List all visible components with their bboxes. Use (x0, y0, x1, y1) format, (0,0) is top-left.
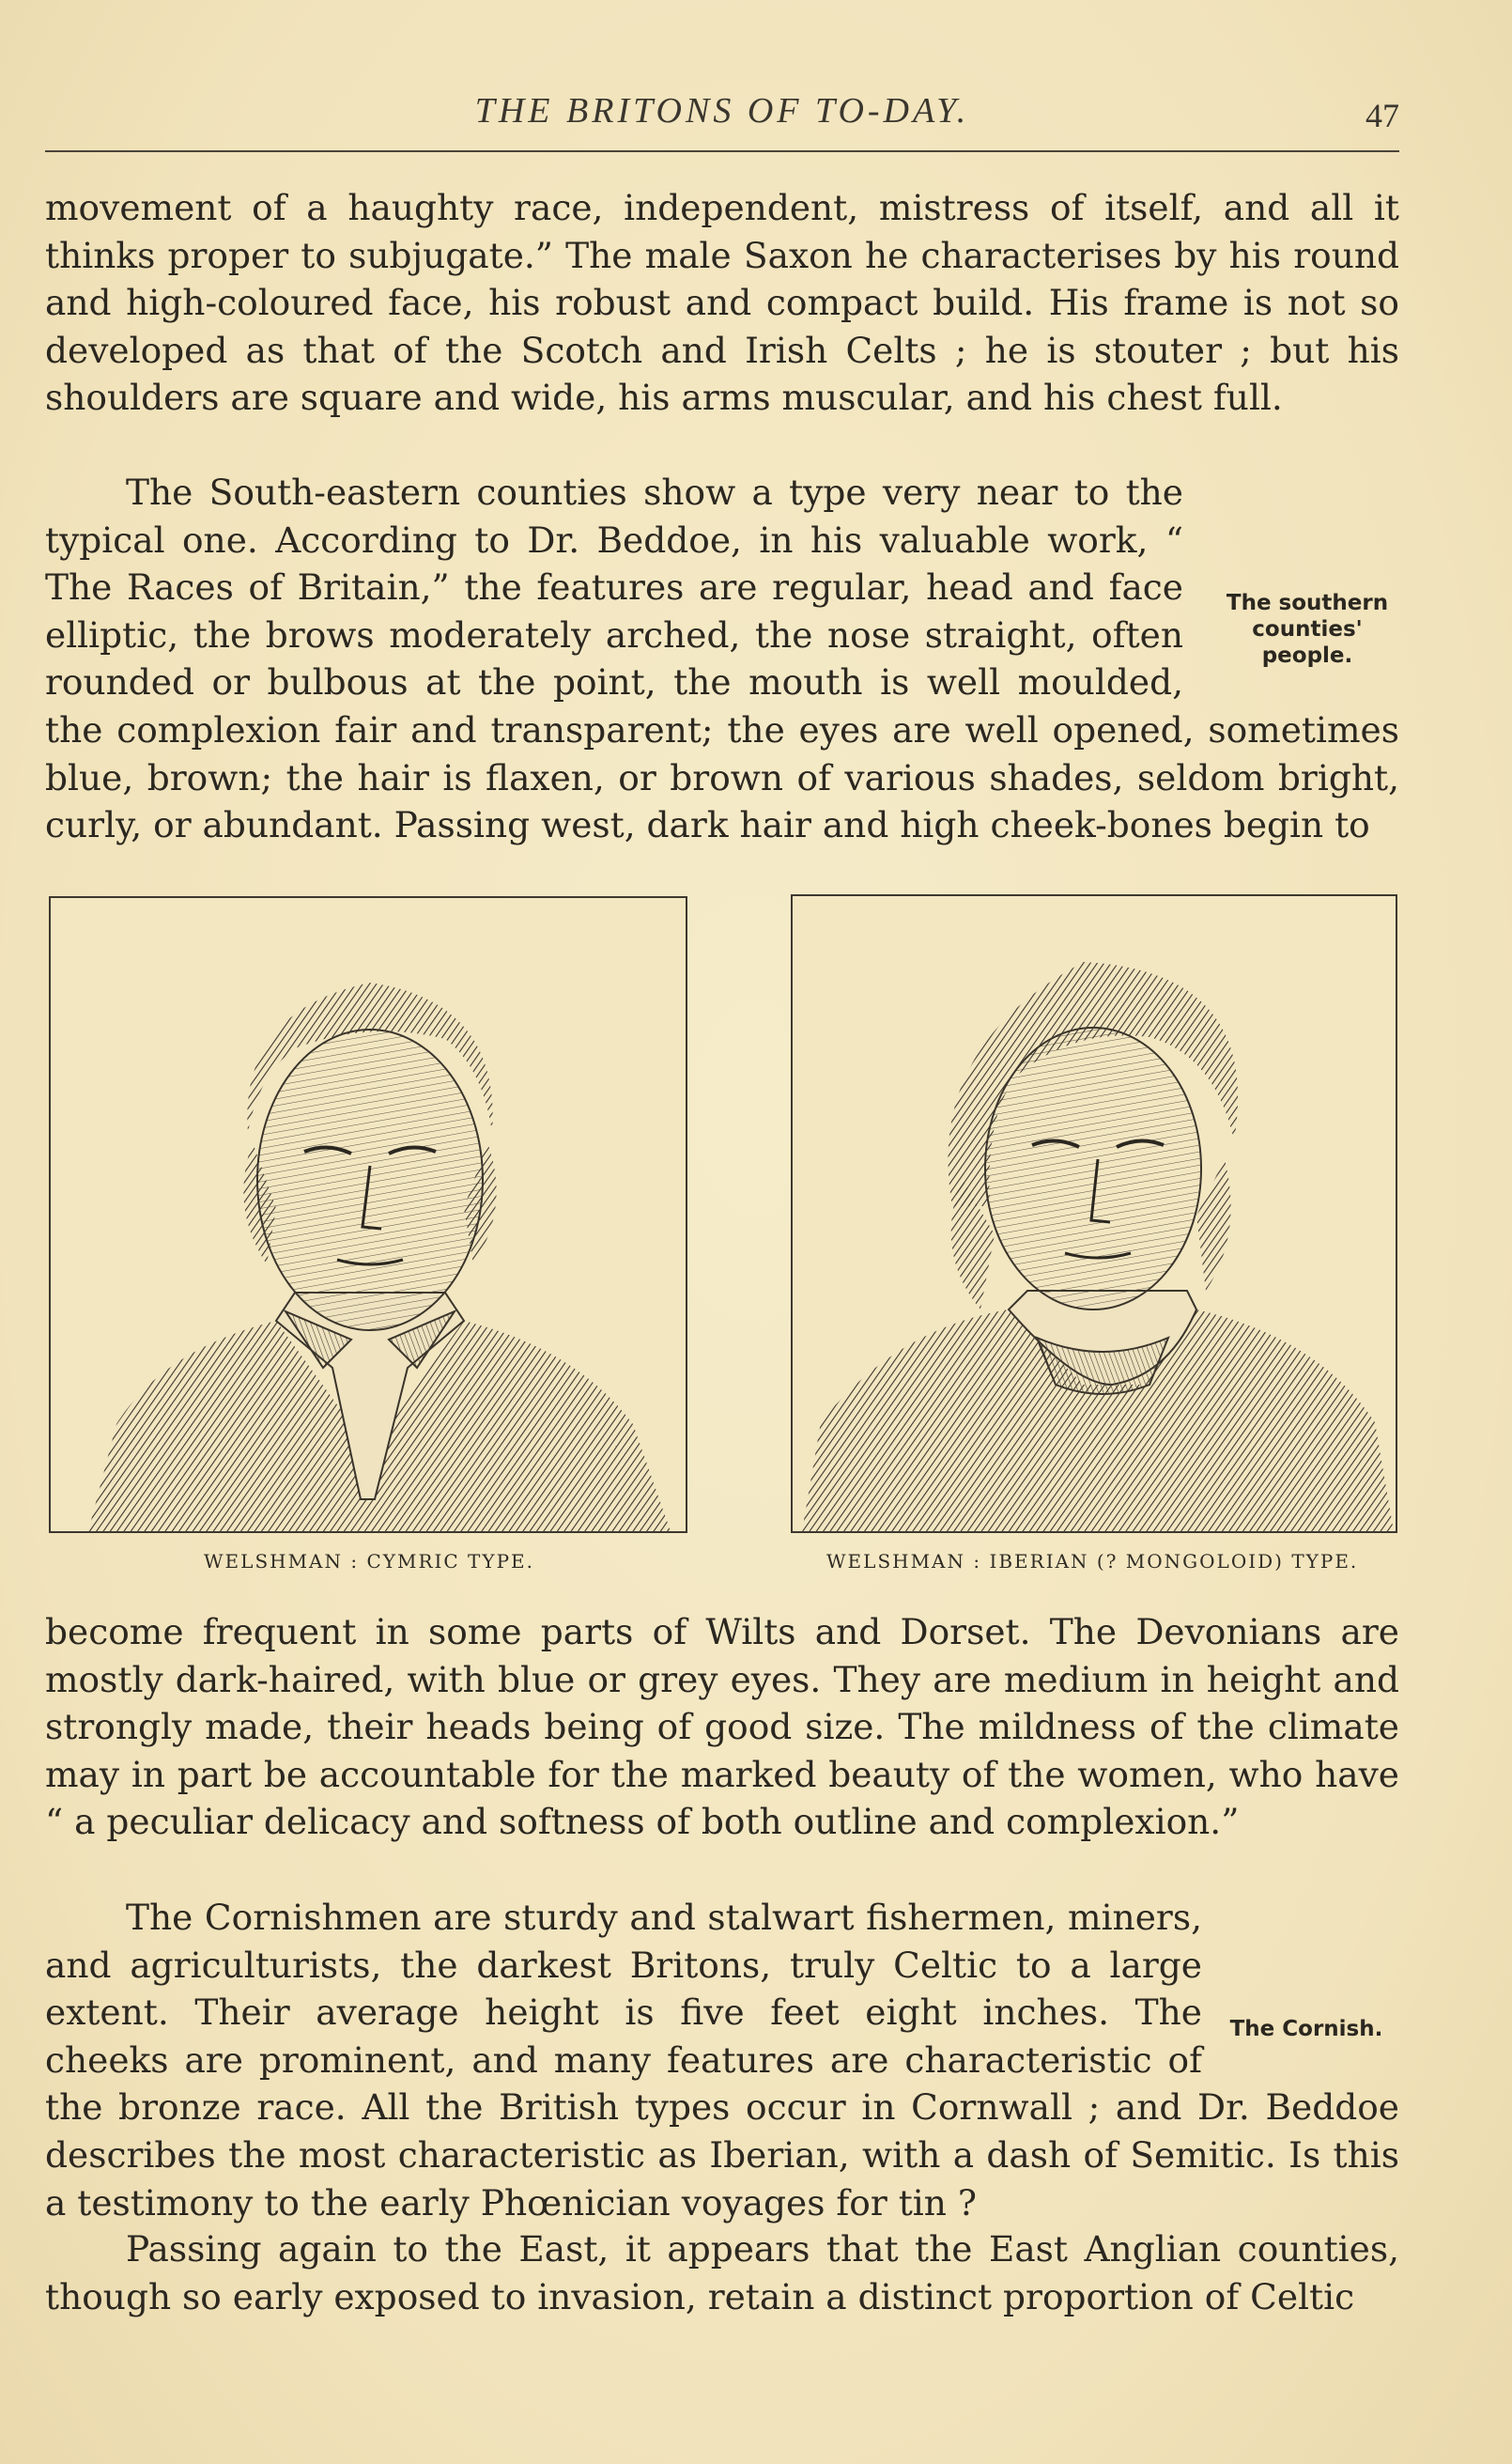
figure-frame (791, 894, 1397, 1533)
paragraph: Passing again to the East, it appears that the East Anglian counties, though so early exposed to invasion, retain a distinct proportion of Celtic (45, 2228, 1399, 2317)
paragraph: become frequent in some parts of Wilts and Dorset. The Devonians are mostly dark-haired, with blue or grey eyes. They are medium in height and strongly made, their heads being of good size. The mildness of the climate may in part be accountable for the marked beauty of the women, who have “ a peculiar delicacy and softness of both outline and complexion.” (45, 1611, 1399, 1843)
paragraph: movement of a haughty race, independent, mistress of itself, and all it thinks proper to subjugate.” The male Saxon he characterises by his round and high-coloured face, his robust and compact build. His frame is not so developed as that of the Scotch and Irish Celts ; he is stouter ; but his shoulders are square and wide, his arms muscular, and his chest full. (45, 187, 1399, 419)
margin-note-cornish: The Cornish. (1229, 2017, 1383, 2041)
figure-iberian (791, 894, 1512, 1571)
upper-text (45, 184, 1399, 422)
figure-caption: WELSHMAN : CYMRIC TYPE. (204, 1550, 535, 1573)
upper-text-2 (45, 469, 1399, 849)
paragraph (45, 469, 1399, 849)
lower-text-3 (45, 2225, 1399, 2320)
portrait-engraving-icon (793, 896, 1396, 1531)
figure-cymric (49, 896, 687, 1573)
paragraph-text: The South-eastern counties show a type very near to the typical one. According to Dr. Beddoe, in his valuable work, “ The Races of Britain,” the features are regular, head and face elliptic, the brows moderately arched, the nose straight, often rounded or bulbous at the point, the mouth is well moulded, the complexion fair and transparent; the eyes are well opened, sometimes blue, brown; the hair is flaxen, or brown of various shades, seldom bright, curly, or abundant. Passing west, dark hair and high cheek-bones begin to (45, 472, 1399, 846)
lower-text (45, 1608, 1399, 1846)
figure-frame (49, 896, 687, 1533)
portrait-engraving-icon (51, 898, 686, 1531)
running-title: THE BRITONS OF TO-DAY. (474, 91, 970, 131)
running-head (45, 90, 1399, 137)
lower-text-2 (45, 1894, 1399, 2226)
page-number: 47 (1365, 97, 1399, 134)
paragraph: The Cornishmen are sturdy and stalwart fishermen, miners, and agriculturists, the darkest Britons, truly Celtic to a large extent. Their average height is five feet eight inches. The cheeks are prominent, and many features are characteristic of the bronze race. All the British types occur in Cornwall ; and Dr. Beddoe describes the most characteristic as Iberian, with a dash of Semitic. Is this a testimony to the early Phœnician voyages for tin ? (45, 1897, 1399, 2224)
figure-caption: WELSHMAN : IBERIAN (? MONGOLOID) TYPE. (826, 1550, 1359, 1573)
header-rule (45, 150, 1399, 152)
margin-note-southern: The southern counties' people. (1226, 591, 1389, 668)
